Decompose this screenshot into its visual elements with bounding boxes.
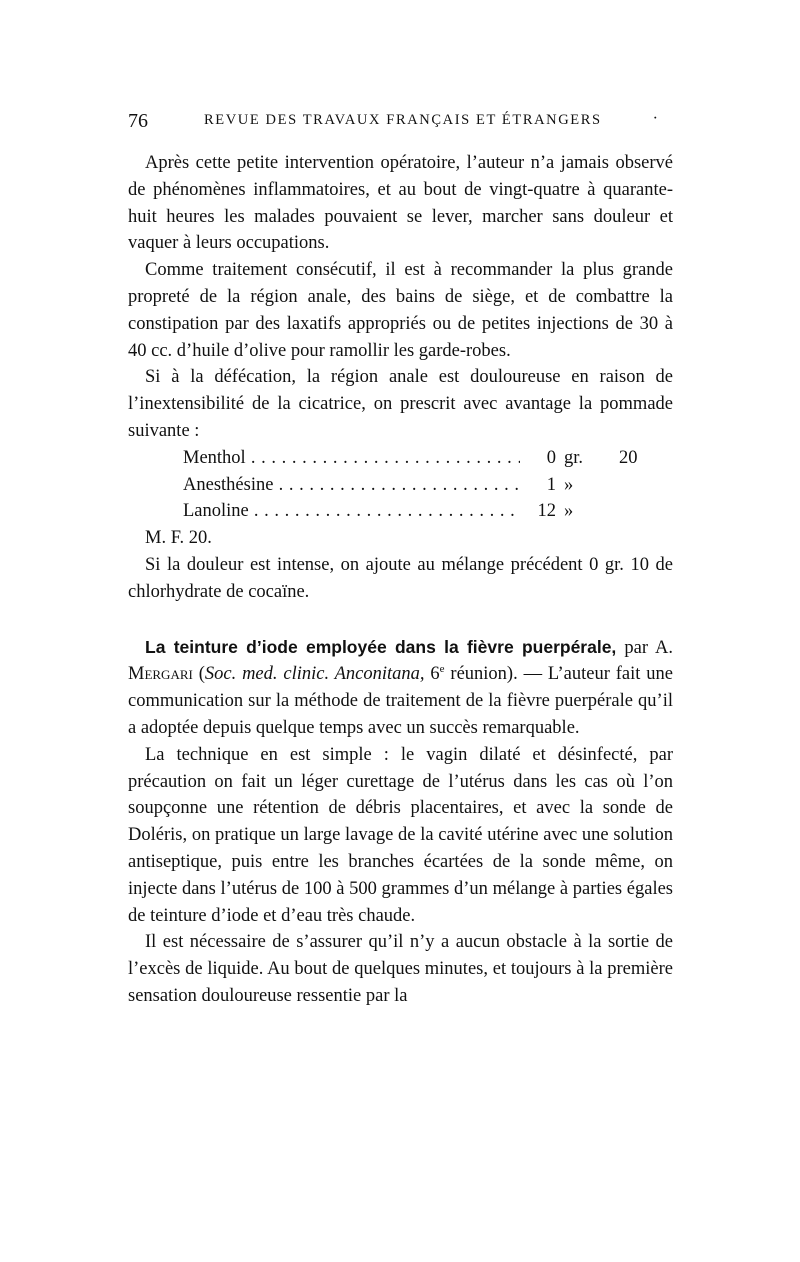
article-lead [128,634,673,742]
source-open: ( [198,664,205,685]
prescription-formula [128,445,673,525]
paragraph: Comme traitement consécutif, il est à recommander la plus grande propreté de la région anale, des bains de siège, et de combattre la constipation par des laxatifs appropriés ou de petites injections de 30 à 40 cc. d’huile d’olive pour ramollir les garde-robes. [128,260,673,361]
ingredient-quantity: 1 [546,474,556,495]
header-mark: · [652,110,658,127]
article-by: par [624,637,648,658]
ingredient-quantity: 0 [546,447,556,468]
page-header [128,110,673,140]
author-initial: A. [655,637,674,658]
ingredient-extra [619,472,659,499]
ingredient-extra: 20 [619,447,638,468]
ingredient-unit: » [564,501,574,522]
paragraph: Il est nécessaire de s’assurer qu’il n’y a aucun obstacle à la sortie de l’excès de liquide. Au bout de quelques minutes, et toujours à la première sensation douloureuse ressentie par la [128,932,673,1006]
formula-signature: M. F. 20. [145,528,212,549]
ingredient-unit: gr. [564,447,584,468]
paragraph: Si à la défécation, la région anale est douloureuse en raison de l’inextensibilité de la cicatrice, on prescrit avec avantage la pommade suivante : [128,367,673,441]
author-name: Mergari [128,664,193,685]
paragraph: La technique en est simple : le vagin dilaté et désinfecté, par précaution on fait un léger curettage de l’utérus dans les cas où l’on soupçonne une rétention de débris placentaires, et avec la sonde de Doléris, on pratique un large lavage de la cavité utérine avec une solution antiseptique, puis entre les branches écartées de la sonde même, on injecte dans l’utérus de 100 à 500 grammes d’un mélange à parties égales de teinture d’iode et d’eau très chaude. [128,744,673,926]
formula-row [183,445,673,472]
running-title: REVUE DES TRAVAUX FRANÇAIS ET ÉTRANGERS [204,112,602,128]
source-title: Soc. med. clinic. Anconitana, [204,664,425,685]
ingredient-extra [619,498,659,525]
meeting-suffix: e [439,663,445,676]
page-body [128,150,673,1010]
ingredient-name: Anesthésine . . . [183,472,520,499]
meeting-number: 6 [430,664,440,685]
paragraph: Après cette petite intervention opératoire, l’auteur n’a jamais observé de phénomènes inflammatoires, et au bout de vingt-quatre à quarante-huit heures les malades pouvaient se lever, marcher sans douleur et vaquer à leurs occupations. [128,153,673,254]
article-text: réunion). — L’auteur fait une communication sur la méthode de traitement de la fièvre puerpérale qu’il a adoptée depuis quelque temps avec un succès remarquable. [128,664,673,738]
article-title: La teinture d’iode employée dans la fièvre puerpérale, [145,636,617,657]
formula-row [183,498,673,525]
ingredient-unit: » [564,474,574,495]
section-spacer [128,606,673,634]
formula-row [183,472,673,499]
ingredient-name: Lanoline . . . [183,498,520,525]
page-number: 76 [128,110,148,132]
ingredient-name: Menthol . . . [183,445,520,472]
paragraph: Si la douleur est intense, on ajoute au mélange précédent 0 gr. 10 de chlorhydrate de cocaïne. [128,554,673,602]
ingredient-quantity: 12 [537,501,556,522]
